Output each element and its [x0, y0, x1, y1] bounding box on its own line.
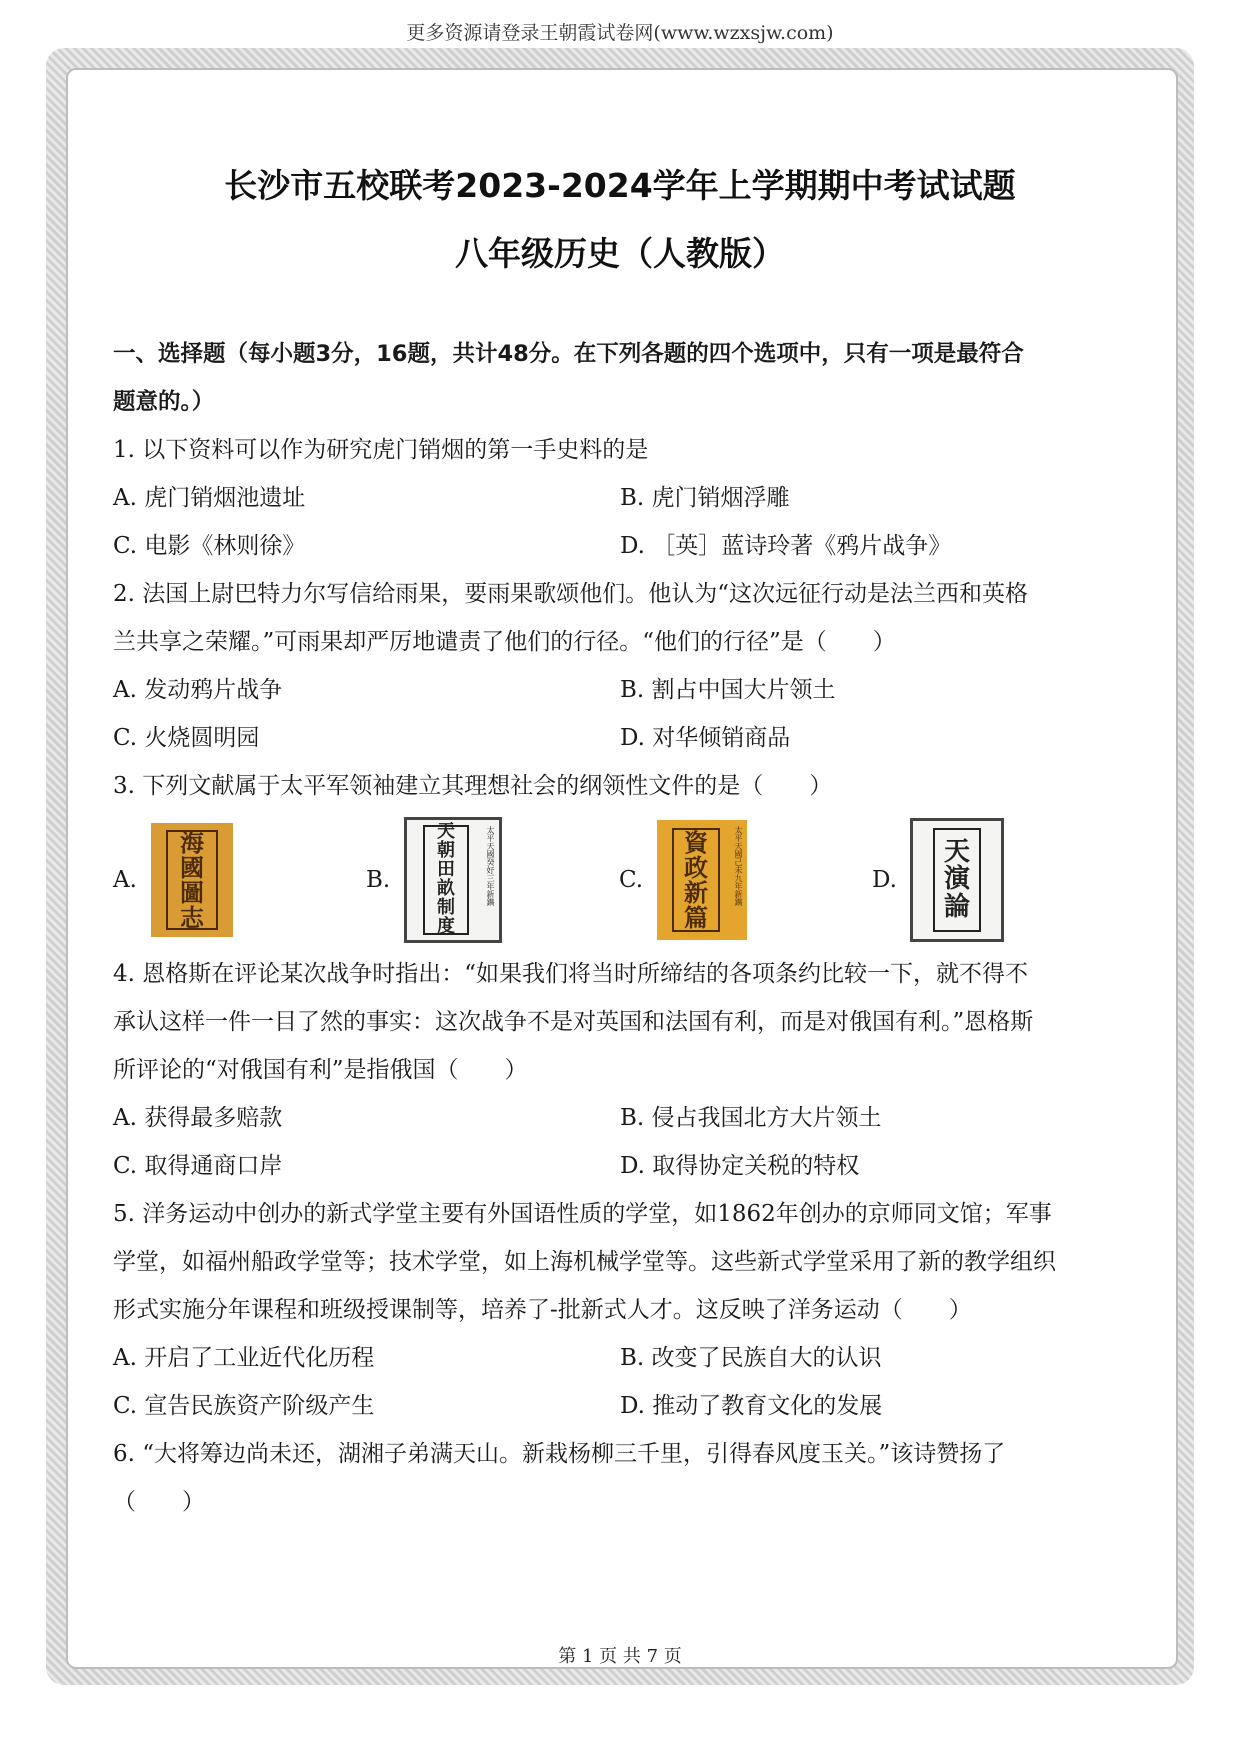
question-2-cont: 兰共享之荣耀。”可雨果却严厉地谴责了他们的行径。“他们的行径”是（ ） — [113, 629, 896, 655]
option-letter: A. — [113, 867, 137, 893]
question-4: 4. 恩格斯在评论某次战争时指出：“如果我们将当时所缔结的各项条约比较一下，就不得不 — [113, 961, 1029, 987]
book-side-text: 太平天國己未九年新鐫 — [734, 826, 743, 906]
option-c: C. 宣告民族资产阶级产生 — [113, 1393, 375, 1419]
page-footer: 第 1 页 共 7 页 — [558, 1646, 682, 1667]
image-option-d — [872, 818, 1125, 942]
question-6-cont: （ ） — [113, 1489, 205, 1515]
book-cover-haiguotuzhi — [151, 823, 233, 937]
option-letter: C. — [619, 867, 644, 893]
question-4-cont2: 所评论的“对俄国有利”是指俄国（ ） — [113, 1057, 528, 1083]
question-4-options — [113, 1094, 1128, 1190]
option-d: D. 对华倾销商品 — [620, 725, 791, 751]
question-4-cont: 承认这样一件一目了然的事实：这次战争不是对英国和法国有利，而是对俄国有利。”恩格斯 — [113, 1009, 1034, 1035]
book-char: 田 — [437, 859, 455, 881]
question-3: 3. 下列文献属于太平军领袖建立其理想社会的纲领性文件的是（ ） — [113, 773, 833, 799]
option-a: A. 虎门销烟池遗址 — [113, 485, 306, 511]
book-cover-tianyanlun — [910, 818, 1004, 942]
book-char: 圖 — [180, 878, 204, 907]
section-heading: 一、选择题（每小题3分，16题，共计48分。在下列各题的四个选项中，只有一项是最符合 — [113, 341, 1024, 367]
book-char: 資 — [684, 827, 708, 857]
question-1: 1. 以下资料可以作为研究虎门销烟的第一手史料的是 — [113, 437, 649, 463]
option-b: B. 改变了民族自大的认识 — [620, 1345, 882, 1371]
option-d: D. 推动了教育文化的发展 — [620, 1393, 883, 1419]
option-letter: D. — [872, 867, 897, 893]
section-heading-cont: 题意的。） — [113, 389, 215, 415]
book-char: 新 — [684, 878, 708, 907]
option-letter: B. — [366, 867, 391, 893]
option-c: C. 电影《林则徐》 — [113, 533, 306, 559]
question-5-options — [113, 1334, 1128, 1430]
book-cover-zizhengxinpian — [657, 820, 747, 940]
question-5: 5. 洋务运动中创办的新式学堂主要有外国语性质的学堂，如1862年创办的京师同文馆；军事 — [113, 1201, 1052, 1227]
book-char: 政 — [684, 852, 708, 882]
option-d: D. ［英］蓝诗玲著《鸦片战争》 — [620, 533, 952, 559]
book-char: 朝 — [437, 840, 455, 862]
book-char: 畝 — [437, 878, 455, 899]
option-a: A. 发动鸦片战争 — [113, 677, 283, 703]
book-cover-tianchaotianmuzhidu — [404, 817, 502, 943]
option-c: C. 取得通商口岸 — [113, 1153, 283, 1179]
book-char: 國 — [180, 852, 204, 882]
question-content — [113, 330, 1128, 1526]
book-char: 海 — [180, 827, 204, 857]
question-6: 6. “大将筹边尚未还，湖湘子弟满天山。新栽杨柳三千里，引得春风度玉关。”该诗赞扬了 — [113, 1441, 1006, 1467]
option-d: D. 取得协定关税的特权 — [620, 1153, 860, 1179]
image-option-a — [113, 823, 366, 937]
option-b: B. 虎门销烟浮雕 — [620, 485, 790, 511]
site-note: 更多资源请登录王朝霞试卷网(www.wzxsjw.com) — [406, 22, 834, 44]
book-char: 演 — [943, 864, 970, 895]
question-1-options — [113, 474, 1128, 570]
option-c: C. 火烧圆明园 — [113, 725, 260, 751]
book-char: 篇 — [684, 903, 708, 933]
book-char: 度 — [437, 915, 455, 937]
question-5-cont: 学堂，如福州船政学堂等；技术学堂，如上海机械学堂等。这些新式学堂采用了新的教学组织 — [113, 1249, 1056, 1275]
question-2-options — [113, 666, 1128, 762]
option-a: A. 获得最多赔款 — [113, 1105, 283, 1131]
question-2: 2. 法国上尉巴特力尔写信给雨果，要雨果歌颂他们。他认为“这次远征行动是法兰西和英格 — [113, 581, 1029, 607]
book-char: 天 — [943, 837, 970, 868]
exam-title: 长沙市五校联考2023-2024学年上学期期中考试试题 — [224, 166, 1016, 205]
book-char: 志 — [180, 903, 204, 933]
image-option-c — [619, 820, 872, 940]
option-b: B. 割占中国大片领土 — [620, 677, 836, 703]
option-a: A. 开启了工业近代化历程 — [113, 1345, 375, 1371]
book-side-text: 太平天國癸好三年新鐫 — [486, 826, 495, 906]
option-b: B. 侵占我国北方大片领土 — [620, 1105, 882, 1131]
image-option-b — [366, 817, 619, 943]
question-5-cont2: 形式实施分年课程和班级授课制等，培养了-批新式人才。这反映了洋务运动（ ） — [113, 1297, 972, 1323]
book-char: 制 — [437, 896, 455, 918]
question-3-image-options — [113, 810, 1128, 950]
book-char: 論 — [943, 891, 970, 922]
exam-subtitle: 八年级历史（人教版） — [455, 234, 785, 273]
book-char: 天 — [437, 821, 455, 843]
